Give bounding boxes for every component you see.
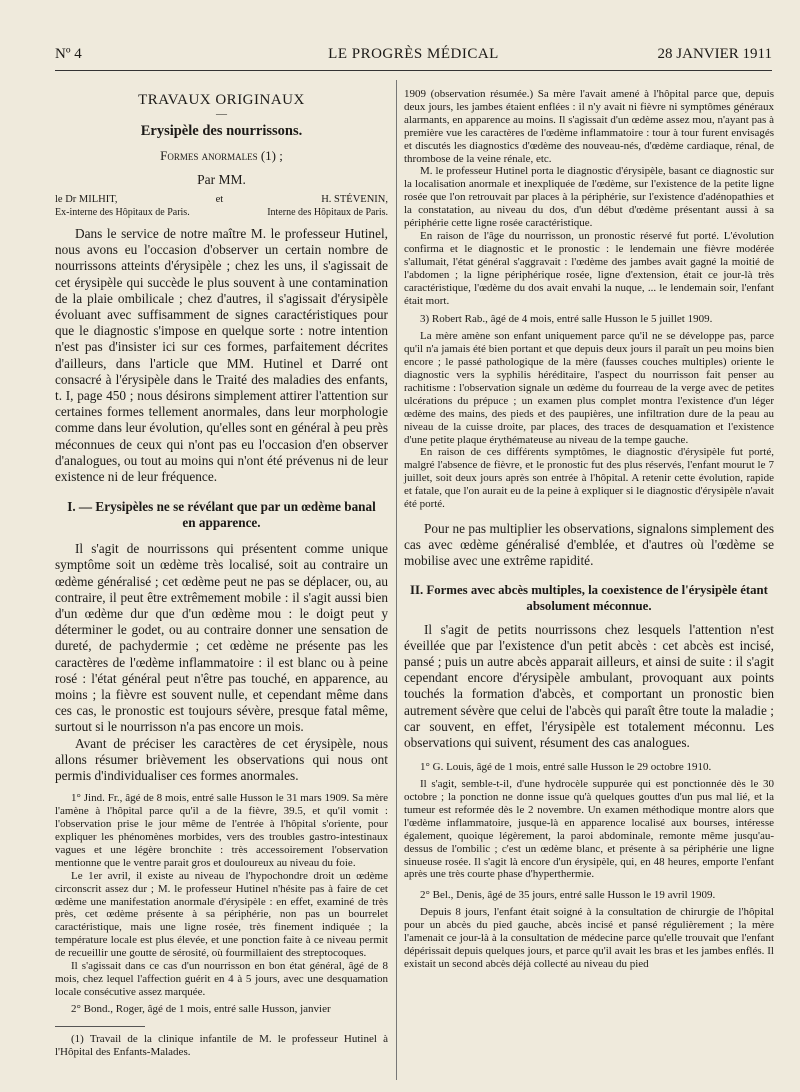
dash: —: [216, 108, 227, 120]
observation-g: 1° G. Louis, âgé de 1 mois, entré salle Husson le 29 octobre 1910.: [420, 761, 712, 774]
section-2-paragraph: Il s'agit de petits nourrissons chez lesquels l'attention n'est éveillée que par l'existence d'un petit abcès : cet abcès est incisé, pansé ; puis un autre abcès apparait ailleurs, et ainsi de suite : il s'agit cependant encore d'érysipèle ambulant, provoquant aux points touchés la formation d'abcès, et comportant un pronostic bien autrement sévère que celui de l'abcès qui paraît être toute la maladie ; car souvent, en effet, l'érysipèle est totalement méconnu. Les observations qui suivent, résument des cas analogues.: [404, 621, 774, 751]
observation-2-cont: 1909 (observation résumée.) Sa mère l'avait amené à l'hôpital parce que, depuis deux jours, les jambes étaient enflées : il n'y avait ni fièvre ni symptômes généraux alarmants, en apparence au moins. Il s'agissait d'un œdème assez mou, n'ayant pas à première vue les caractères de l'œdème inflammatoire : tour à tour furent envisagés et discutés les diagnostics d'œdème des nouveau-nés, d'œdème cardiaque, rénal, de thrombose de la veine rénale, etc.: [404, 88, 774, 165]
observation-3-c: En raison de ces différents symptômes, le diagnostic d'érysipèle fut porté, malgré l'absence de fièvre, et le pronostic fut des plus réservés, l'enfant mourut le 7 juillet, soit deux jours après son entrée à l'hôpital. A retenir cette évolution, rapide et fatale, que l'on aurait eu de la peine à expliquer si le diagnostic d'érysipèle n'avait été porté.: [404, 446, 774, 511]
observation-2-b: M. le professeur Hutinel porta le diagnostic d'érysipèle, basant ce diagnostic sur la localisation anormale et inexpliquée de l'œdème, sur l'existence de la petite ligne rosée que l'on retrouvait par places à la périphérie, sur l'existence d'adénopathies et la constatation, au niveau du dos, d'un début d'œdème présentant aussi à sa périphérie cette ligne rosée caractéristique.: [404, 165, 774, 230]
multiple-cases-paragraph: Pour ne pas multiplier les observations, signalons simplement des cas avec œdème généralisé d'emblée, et d'autres où l'œdème se mobilise avec une extrême rapidité.: [404, 521, 774, 569]
footnote: (1) Travail de la clinique infantile de M. le professeur Hutinel à l'Hôpital des Enfants-Malades.: [55, 1032, 388, 1058]
observation-bel: 2° Bel., Denis, âgé de 35 jours, entré salle Husson le 19 avril 1909.: [420, 889, 716, 902]
section-2-heading: II. Formes avec abcès multiples, la coexistence de l'érysipèle étant absolument méconnue.: [410, 582, 768, 613]
section-1-heading: I. — Erysipèles ne se révélant que par un œdème banal en apparence.: [67, 499, 376, 531]
author1-name: le Dr MILHIT,: [55, 194, 118, 205]
observation-3: 3) Robert Rab., âgé de 4 mois, entré salle Husson le 5 juillet 1909.: [420, 313, 713, 326]
issue-date: 28 JANVIER 1911: [657, 46, 772, 62]
article-subtitle: Formes anormales (1) ;: [160, 148, 283, 163]
observation-bel-b: Depuis 8 jours, l'enfant était soigné à la consultation de chirurgie de l'hôpital pour un abcès du pied gauche, abcès incisé et pansé régulièrement ; la mère l'amenait ce jour-là à la consultation de médecine parce qu'elle trouvait que l'enfant dépérissait depuis quelques jours, et parce qu'il avait les bras et les jambes enflés. Il existait un second abcès déjà collecté au niveau du pied: [404, 906, 774, 970]
right-column: [404, 88, 774, 971]
issue-number: Nº 4: [55, 46, 82, 62]
author-et: et: [215, 194, 224, 205]
article-title: Erysipèle des nourrissons.: [140, 123, 303, 139]
observation-3-b: La mère amène son enfant uniquement parce qu'il ne se développe pas, parce qu'il n'a jamais été bien portant et que depuis deux jours il paraît un peu moins bien encore ; le passé pathologique de la mère (fausses couches multiples) oriente le diagnostic vers la syphilis héréditaire, l'aspect du nourrisson fait penser au rachitisme : l'observation signale un œdème du fourreau de la verge avec de petites ulcérations du prépuce ; un examen plus complet montra l'existence d'un léger œdème des mains, des pieds et des paupières, une infiltration dure de la peau au niveau de la cuisse droite, par places, des traces de desquamation et l'existence d'une petite plaque érythémateuse au niveau de la tempe gauche.: [404, 330, 774, 446]
journal-title: LE PROGRÈS MÉDICAL: [328, 46, 499, 62]
page-header: [55, 46, 772, 66]
observation-2-start: 2° Bond., Roger, âgé de 1 mois, entré salle Husson, janvier: [71, 1002, 331, 1015]
column-divider: [396, 80, 397, 1080]
observation-g-b: Il s'agit, semble-t-il, d'une hydrocèle suppurée qui est ponctionnée dès le 30 octobre ; la ponction ne donne issue qu'à quelques gouttes d'un pus mal lié, et la tumeur est reformée dès le 2 novembre. Un examen méthodique montre alors que l'œdème inflammatoire, jusque-là en apparence localisé aux bourses, intéresse également, quoique légèrement, la paroi abdominale, remonte même jusqu'au-dessus de l'ombilic ; c'est un œdème blanc, et présente à sa périphérie une ligne sinueuse rosée. Il s'agit là encore d'un érysipèle, qui, en 48 heures, emporte l'enfant après une très courte phase d'hyperthermie.: [404, 778, 774, 881]
authors-names: [55, 194, 388, 205]
article-by: Par MM.: [197, 172, 246, 187]
section-1-paragraph: Il s'agit de nourrissons qui présentent comme unique symptôme soit un œdème très localisé, soit au contraire un œdème généralisé ; cet œdème peut ne pas se déplacer, ou, au contraire, il peut être extrêmement mobile : il s'agit aussi bien d'un œdème dur que d'un œdème mou : le doigt peut y déterminer le godet, ou au contraire donner une sensation de dureté, de pachydermie ; cet œdème ne présente pas les caractères de l'œdème inflammatoire : il est blanc ou à peine rosé : l'état général peut n'être pas touché, en apparence, au moins ; la fièvre est souvent nulle, et cependant même dans ces cas, le pronostic est toujours sévère, presque fatal même, surtout si le nourrisson n'a pas encore un mois.: [55, 541, 388, 735]
intro-paragraph: Dans le service de notre maître M. le professeur Hutinel, nous avons eu l'occasion d'observer un certain nombre de nourrissons atteints d'érysipèle ; chez les uns, il s'agissait de cet érysipèle qui succède le plus souvent à une contamination de la plaie ombilicale ; chez d'autres, il s'agissait d'érysipèle évoluant avec suffisamment de signes caractéristiques pour que le diagnostic s'impose en quelque sorte : notre intention n'est pas d'insister ici sur ces formes, parfaitement décrites d'ailleurs, dans l'article que MM. Hutinel et Darré ont consacré à l'érysipèle dans le Traité des maladies des enfants, t. I, page 450 ; nous désirons simplement attirer l'attention sur certaines formes tellement anormales, dans leur morphologie comme dans leur évolution, qu'elles sont en général à peu près méconnues de ceux qui n'ont pas eu l'occasion d'en observer d'analogues, ou tout au moins qui n'ont été prévenus ni de leur existence ni de leur fréquence.: [55, 226, 388, 485]
author2-name: H. STÉVENIN,: [321, 194, 388, 205]
author1-affiliation: Ex-interne des Hôpitaux de Paris.: [55, 207, 190, 218]
observation-1-b: Le 1er avril, il existe au niveau de l'hypochondre droit un œdème circonscrit assez dur ; M. le professeur Hutinel n'hésite pas à faire de cet œdème une manifestation anormale d'érysipèle : en effet, examiné de très près, cet œdème présente à sa périphérie, non pas un bourrelet caractéristique, mais une ligne rosée, très finement indiquée ; la température locale est plus élevée, et une ponction faite à ce niveau permit de recueillir une goutte de sérosité, où fourmillaient des streptocoques.: [55, 869, 388, 960]
observation-1-c: Il s'agissait dans ce cas d'un nourrisson en bon état général, âgé de 8 mois, chez lequel l'affection guérit en 4 à 5 jours, avec une desquamation locale consécutive assez marquée.: [55, 960, 388, 998]
section-heading: TRAVAUX ORIGINAUX: [138, 92, 305, 108]
author2-affiliation: Interne des Hôpitaux de Paris.: [267, 207, 388, 218]
footnote-rule: [55, 1026, 145, 1027]
header-rule: [55, 70, 772, 71]
left-column: [55, 86, 388, 1059]
observation-1: 1° Jind. Fr., âgé de 8 mois, entré salle Husson le 31 mars 1909. Sa mère l'amène à l'hôpital parce qu'il a de la fièvre, 39.5, et qu'il vomit : l'observation prise le jour même de l'entrée à l'hôpital s'oriente, pour expliquer les phénomènes morbides, vers des troubles gastro-intestinaux vagues et une légère bronchite : très accessoirement l'observation mentionne que le ventre parait gros et douloureux au niveau du foie.: [55, 792, 388, 869]
section-1-paragraph-2: Avant de préciser les caractères de cet érysipèle, nous allons résumer brièvement les observations qui nous ont permis d'individualiser ces formes anormales.: [55, 735, 388, 784]
observation-2-c: En raison de l'âge du nourrisson, un pronostic réservé fut porté. L'évolution confirma et le diagnostic et le pronostic : le lendemain une fièvre modérée s'allumait, l'état général s'aggravait : l'œdème des jambes avait gagné la moitié de l'abdomen ; la ligne périphérique rosée, ligne d'extension, était ce jour-là très caractéristique, l'œdème du dos avait envahi la nuque, ... le lendemain soir, l'enfant était mort.: [404, 229, 774, 307]
authors-affiliations: [55, 207, 388, 218]
